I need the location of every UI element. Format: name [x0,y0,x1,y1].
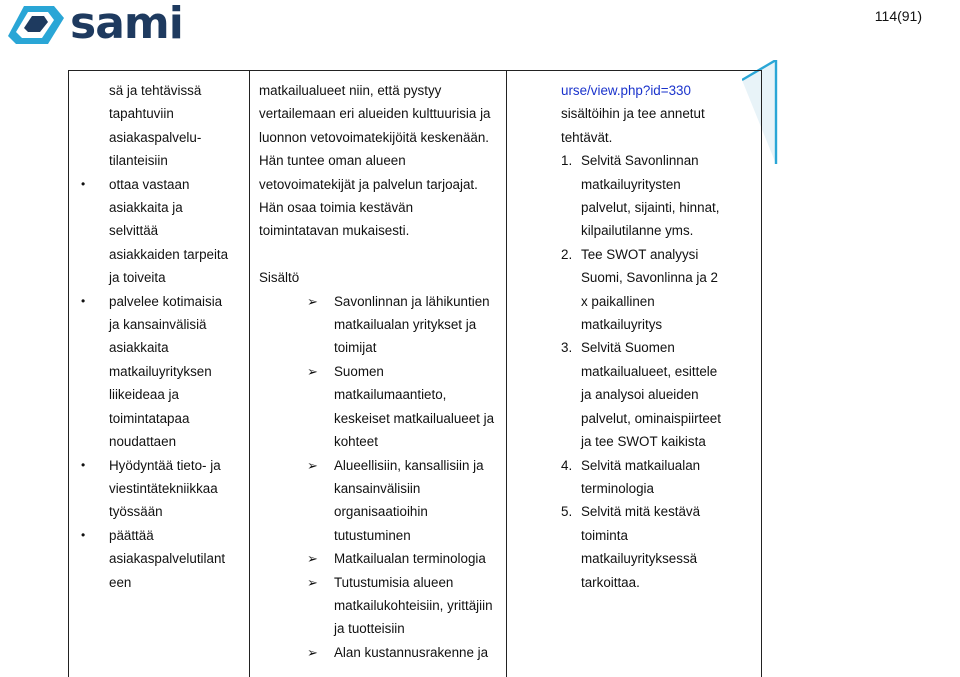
content-intro-line: Hän tuntee oman alueen [259,153,406,169]
task-number: 1. [561,153,573,169]
task-item [561,149,761,172]
arrow-bullet-icon: ➢ [307,644,318,660]
arrow-bullet-icon: ➢ [307,293,318,309]
task-text: x paikallinen [581,293,655,309]
column-divider [506,71,507,677]
content-item-text: tutustuminen [334,527,411,543]
objective-line: toimintatapaa [109,410,190,426]
objective-line: asiakkaiden tarpeita [109,246,229,262]
content-item-text: Alueellisiin, kansallisiin ja [334,457,484,473]
objectives-column [109,79,269,594]
task-number: 5. [561,504,573,520]
objective-line: ja kansainvälisiä [109,317,207,333]
content-intro-line: vetovoimatekijät ja palvelun tarjoajat. [259,176,478,192]
objective-line: noudattaen [109,434,177,450]
content-item-text: Alan kustannusrakenne ja [334,644,489,660]
sami-logo-icon [4,2,66,46]
content-item-text: organisaatioihin [334,504,428,520]
objective-line: asiakaspalvelutilant [109,551,226,567]
logo-wordmark: sami [70,0,183,49]
objective-line: matkailuyrityksen [109,363,212,379]
content-intro-line: Hän osaa toimia kestävän [259,200,414,216]
task-text: ja tee SWOT kaikista [581,434,706,450]
task-item [561,243,761,266]
objective-line: tilanteisiin [109,153,168,169]
task-text: matkailuyritysten [581,176,681,192]
page-number: 114(91) [874,8,922,24]
content-item-text: kohteet [334,434,378,450]
task-text: tarkoittaa. [581,574,640,590]
objective-line: asiakkaita [109,340,169,356]
sami-logo [4,0,194,49]
objective-line: sä ja tehtävissä [109,83,202,98]
objective-bullet: • päättää [109,524,269,547]
content-item [259,571,504,594]
task-text: matkailuyritys [581,317,663,333]
task-number: 3. [561,340,573,356]
task-item [561,336,761,359]
task-text: Tee SWOT analyysi [581,246,699,262]
content-intro-line: matkailualueet niin, että pystyy [259,83,442,98]
content-item-text: toimijat [334,340,377,356]
content-item [259,641,504,664]
content-item-text: keskeiset matkailualueet ja [334,410,495,426]
content-intro-line: vertailemaan eri alueiden kulttuurisia ja [259,106,491,122]
task-text: matkailuyrityksessä [581,551,698,567]
task-text: Selvitä matkailualan [581,457,701,473]
task-text: palvelut, ominaispiirteet [581,410,721,426]
objective-line: ja toiveita [109,270,166,286]
content-heading: Sisältö [259,270,300,286]
task-item [561,454,761,477]
content-item-text: matkailualan yritykset ja [334,317,477,333]
task-text: toiminta [581,527,628,543]
task-text: Selvitä Suomen [581,340,675,356]
course-link[interactable]: urse/view.php?id=330 [561,83,691,98]
task-text: ja analysoi alueiden [581,387,699,403]
content-item-text: Matkailualan terminologia [334,551,486,567]
content-item-text: Tutustumisia alueen [334,574,454,590]
content-intro-line: toimintatavan mukaisesti. [259,223,410,239]
task-intro-line: tehtävät. [561,129,613,145]
task-text: terminologia [581,480,654,496]
arrow-bullet-icon: ➢ [307,551,318,567]
content-intro-line: luonnon vetovoimatekijöitä keskenään. [259,129,490,145]
objective-line: työssään [109,504,163,520]
objective-line: tapahtuviin [109,106,174,122]
task-number: 2. [561,246,573,262]
objective-line: selvittää [109,223,159,239]
content-item-text: matkailukohteisiin, yrittäjiin [334,597,493,613]
content-item [259,360,504,383]
objective-line: asiakkaita ja [109,200,183,216]
content-item-text: Suomen [334,363,384,379]
objective-line: asiakaspalvelu- [109,129,202,145]
arrow-bullet-icon: ➢ [307,574,318,590]
content-item-text: Savonlinnan ja lähikuntien [334,293,490,309]
task-text: Selvitä mitä kestävä [581,504,701,520]
content-item-text: matkailumaantieto, [334,387,447,403]
tasks-column [561,79,761,594]
content-item-text: kansainvälisiin [334,480,421,496]
objective-line: viestintätekniikkaa [109,480,218,496]
task-text: palvelut, sijainti, hinnat, [581,200,720,216]
content-item [259,290,504,313]
objective-line: liikeideaa ja [109,387,179,403]
objective-bullet: • palvelee kotimaisia [109,290,269,313]
task-number: 4. [561,457,573,473]
task-text: Suomi, Savonlinna ja 2 [581,270,718,286]
task-text: matkailualueet, esittele [581,363,718,379]
arrow-bullet-icon: ➢ [307,457,318,473]
objective-bullet: • ottaa vastaan [109,173,269,196]
task-text: Selvitä Savonlinnan [581,153,699,169]
content-column [259,79,504,664]
arrow-bullet-icon: ➢ [307,363,318,379]
task-text: kilpailutilanne yms. [581,223,694,239]
curriculum-table [68,70,762,677]
task-item [561,500,761,523]
content-item [259,454,504,477]
objective-line: een [109,574,132,590]
objective-bullet: • Hyödyntää tieto- ja [109,454,269,477]
content-item [259,547,504,570]
content-item-text: ja tuotteisiin [334,621,405,637]
task-intro-line: sisältöihin ja tee annetut [561,106,705,122]
